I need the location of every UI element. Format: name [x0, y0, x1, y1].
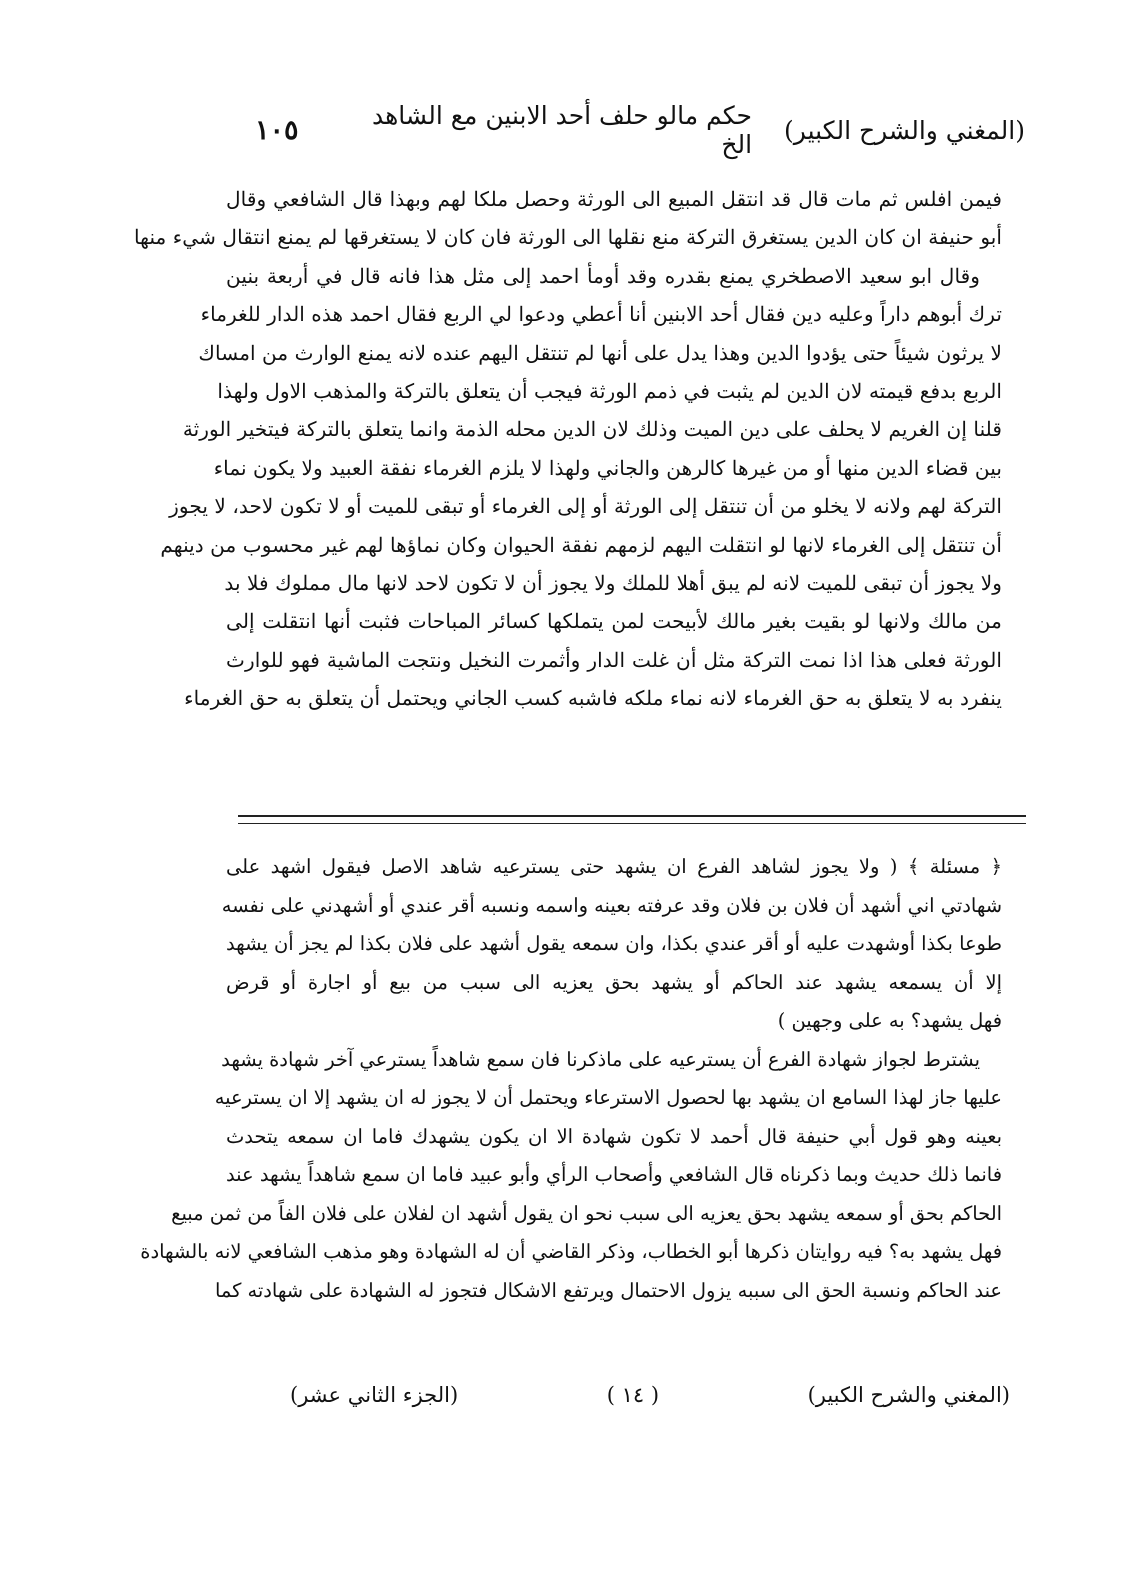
commentary-line: فهل يشهد؟ به على وجهين ): [777, 1009, 1002, 1032]
footer-signature: ( ١٤ ): [606, 1383, 660, 1407]
main-text-line: قلنا إن الغريم لا يحلف على دين الميت وذلك لان الدين محله الذمة وانما يتعلق بالتركة فيتخير الورثة: [182, 417, 1002, 442]
commentary-line: فهل يشهد به؟ فيه روايتان ذكرها أبو الخطاب، وذكر القاضي أن له الشهادة وهو مذهب الشافعي لانه بالشهادة: [140, 1240, 1002, 1263]
header-chapter-title: حكم مالو حلف أحد الابنين مع الشاهد الخ: [371, 101, 753, 159]
header-book-title: (المغني والشرح الكبير): [784, 115, 1025, 145]
commentary-line: فانما ذلك حديث وبما ذكرناه قال الشافعي وأصحاب الرأي وأبو عبيد فاما ان سمع شاهداً يشهد عند: [226, 1163, 1002, 1186]
commentary-line: عليها جاز لهذا السامع ان يشهد بها لحصول الاسترعاء ويحتمل أن لا يجوز له ان يشهد إلا ان يسترعيه: [214, 1086, 1002, 1109]
main-text-line: أبو حنيفة ان كان الدين يستغرق التركة منع نقلها الى الورثة فان كان لا يستغرقها لم يمنع انتقال شيء منها: [134, 225, 1002, 250]
main-text-line: بين قضاء الدين منها أو من غيرها كالرهن والجاني ولهذا لا يلزم الغرماء نفقة العبيد ولا يكون نماء: [213, 455, 1002, 480]
commentary-line: بعينه وهو قول أبي حنيفة قال أحمد لا تكون شهادة الا ان يكون يشهدك فاما ان سمعه يتحدث: [226, 1124, 1002, 1148]
main-text-line: من مالك ولانها لو بقيت بغير مالك لأبيحت لمن يتملكها كسائر المباحات فثبت أنها انتقلت إلى: [226, 609, 1002, 634]
section-divider: [238, 815, 1026, 824]
main-text-line: وقال ابو سعيد الاصطخري يمنع بقدره وقد أومأ احمد إلى مثل هذا فانه قال في أربعة بنين: [226, 263, 980, 288]
commentary-line: الحاكم بحق أو سمعه يشهد بحق يعزيه الى سبب نحو ان يقول أشهد ان لفلان على فلان الفاً من ثمن مبيع: [171, 1201, 1002, 1225]
main-text-line: الربع بدفع قيمته لان الدين لم يثبت في ذمم الورثة فيجب أن يتعلق بالتركة والمذهب الاول ولهذا: [217, 378, 1002, 403]
page-footer: [290, 1374, 1010, 1416]
commentary-text: [140, 848, 1002, 1310]
commentary-line: شهادتي اني أشهد أن فلان بن فلان وقد عرفته بعينه واسمه ونسبه أقر عندي أو أشهدني على نفسه: [221, 893, 1002, 917]
main-text-line: لا يرثون شيئاً حتى يؤدوا الدين وهذا يدل على أنها لم تنتقل اليهم عنده لانه يمنع الوارث من امساك: [198, 340, 1002, 365]
commentary-line: ﴿ مسئلة ﴾ ( ولا يجوز لشاهد الفرع ان يشهد حتى يسترعيه شاهد الاصل فيقول اشهد على: [226, 855, 1002, 878]
main-text: [134, 180, 1002, 717]
main-text-line: ولا يجوز أن تبقى للميت لانه لم يبق أهلا للملك ولا يجوز أن لا تكون لاحد لانها مال مملوك فلا بد: [224, 570, 1002, 595]
page-number: ١٠٥: [255, 114, 299, 146]
commentary-line: طوعا بكذا أوشهدت عليه أو أقر عندي بكذا، وان سمعه يقول أشهد على فلان بكذا لم يجز أن يشهد: [226, 932, 1002, 955]
commentary-line: إلا أن يسمعه يشهد عند الحاكم أو يشهد بحق يعزيه الى سبب من بيع أو اجارة أو قرض: [226, 970, 1002, 994]
main-text-line: التركة لهم ولانه لا يخلو من أن تنتقل إلى الورثة أو إلى الغرماء أو تبقى للميت أو لا تكون لاحد، لا يجوز: [169, 494, 1002, 519]
main-text-line: الورثة فعلى هذا اذا نمت التركة مثل أن غلت الدار وأثمرت النخيل ونتجت الماشية فهو للوارث: [226, 647, 1002, 672]
main-text-line: ترك أبوهم داراً وعليه دين فقال أحد الابنين أنا أعطي ودعوا لي الربع فقال احمد هذه الدار للغرماء: [200, 302, 1002, 327]
footer-volume: (الجزء الثاني عشر): [290, 1383, 459, 1407]
main-text-line: فيمن افلس ثم مات قال قد انتقل المبيع الى الورثة وحصل ملكا لهم وبهذا قال الشافعي وقال: [226, 187, 1002, 211]
main-text-line: ينفرد به لا يتعلق به حق الغرماء لانه نماء ملكه فاشبه كسب الجاني ويحتمل أن يتعلق به حق الغرماء: [184, 686, 1002, 711]
commentary-line: يشترط لجواز شهادة الفرع أن يسترعيه على ماذكرنا فان سمع شاهداً يسترعي آخر شهادة يشهد: [221, 1047, 980, 1071]
page-header: [255, 101, 1025, 159]
main-text-line: أن تنتقل إلى الغرماء لانها لو انتقلت اليهم لزمهم نفقة الحيوان وكان نماؤها لهم غير محسوب من دينهم: [160, 532, 1002, 557]
commentary-line: عند الحاكم ونسبة الحق الى سببه يزول الاحتمال ويرتفع الاشكال فتجوز له الشهادة على شهادته كما: [214, 1278, 1002, 1302]
footer-book-title: (المغني والشرح الكبير): [807, 1383, 1010, 1407]
